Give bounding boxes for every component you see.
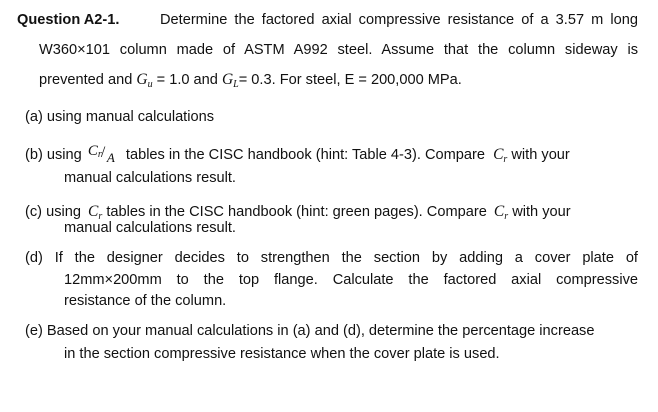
- part-d-line-2: 12mm×200mm to the top flange. Calculate the factored axial compressive: [64, 272, 638, 288]
- gu-value: = 1.0 and: [152, 72, 222, 88]
- cr-symbol: C: [88, 203, 99, 220]
- gl-symbol: G: [221, 71, 234, 88]
- cr-subscript-2: r: [504, 211, 509, 222]
- intro-text: prevented and: [39, 72, 137, 88]
- part-b-line-1: [25, 143, 638, 169]
- part-b-line-2: manual calculations result.: [64, 170, 236, 186]
- part-b-prefix: (b) using: [25, 147, 82, 163]
- question-intro-line-3: [39, 71, 462, 94]
- fraction-denominator: A: [106, 150, 115, 165]
- cr-subscript: r: [503, 154, 508, 165]
- question-label: Question A2-1.: [17, 12, 120, 28]
- part-e-line-1: (e) Based on your manual calculations in (a) and (d), determine the percentage increase: [25, 323, 595, 339]
- gu-symbol: G: [136, 71, 148, 88]
- part-b-middle: tables in the CISC handbook (hint: Table 4-3). Compare: [125, 147, 486, 163]
- part-c-prefix: (c) using: [25, 204, 81, 220]
- gl-value: = 0.3. For steel, E = 200,000 MPa.: [238, 72, 462, 88]
- part-c-end: with your: [512, 204, 571, 220]
- cr-over-a-fraction: [86, 143, 116, 165]
- fraction-numerator: C: [87, 143, 98, 159]
- gu-subscript: u: [147, 79, 153, 90]
- part-d-line-3: resistance of the column.: [64, 293, 227, 309]
- question-intro-line-2: W360×101 column made of ASTM A992 steel. Assume that the column sideway is: [39, 42, 638, 58]
- cr-subscript: r: [98, 211, 103, 222]
- cr-symbol-2: C: [493, 203, 505, 220]
- part-a: (a) using manual calculations: [25, 109, 215, 125]
- part-b-end: with your: [511, 147, 570, 163]
- fraction-slash: /: [100, 144, 106, 161]
- part-c-middle: tables in the CISC handbook (hint: green pages). Compare: [106, 204, 487, 220]
- cr-symbol: C: [493, 146, 504, 163]
- gl-subscript: L: [233, 79, 239, 90]
- part-c-line-2: manual calculations result.: [64, 220, 236, 236]
- part-e-line-2: in the section compressive resistance when the cover plate is used.: [64, 346, 500, 362]
- fraction-numerator-sub: r: [97, 149, 102, 160]
- question-intro-line-1: Determine the factored axial compressive resistance of a 3.57 m long: [160, 12, 638, 28]
- part-d-line-1: (d) If the designer decides to strengthen the section by adding a cover plate of: [25, 250, 638, 266]
